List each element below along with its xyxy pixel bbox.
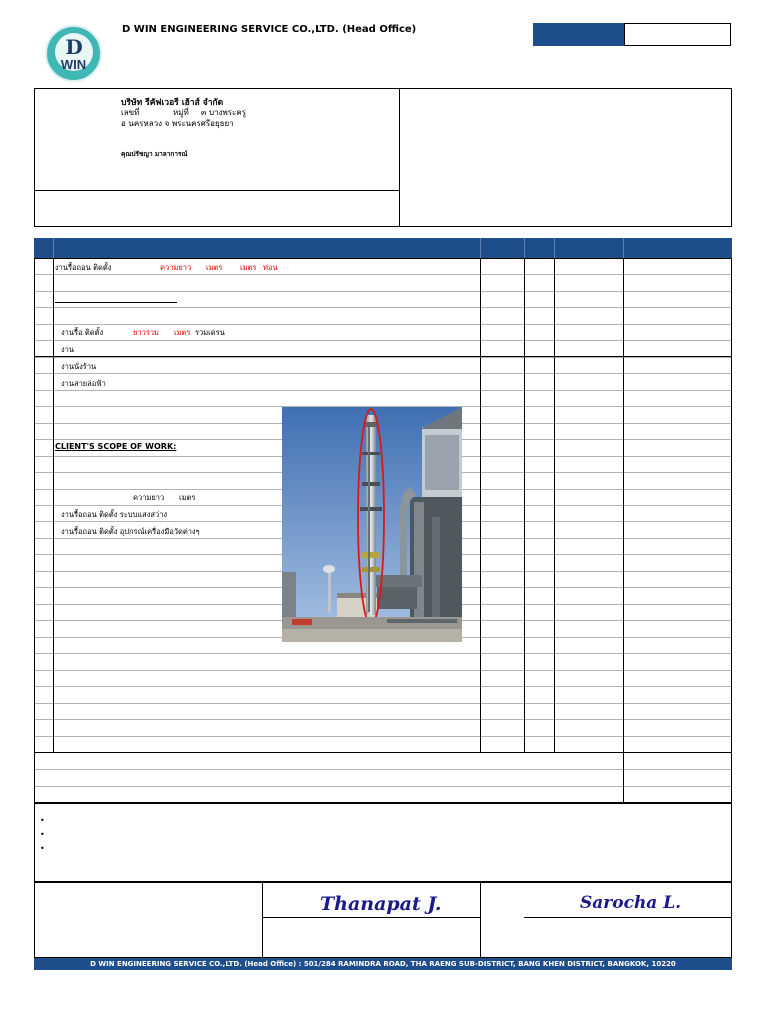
logo-letter: D [65, 35, 83, 59]
table-row-line [34, 719, 732, 720]
table-header [34, 238, 732, 258]
row-text-highlight: ยาวรวม [133, 328, 160, 337]
table-row-line [34, 307, 732, 308]
row-text: งานสายล่อฟ้า [61, 379, 106, 388]
table-column-line [34, 258, 35, 752]
table-row-line [34, 752, 732, 753]
summary-column-line [731, 752, 732, 802]
row-text: งานรื้อถอน ติดตั้ง ระบบแสงสว่าง [61, 510, 168, 519]
row-text-highlight: เมตร [206, 263, 223, 272]
row-text-highlight: เมตร [240, 263, 257, 272]
note-bullet: • [40, 816, 45, 825]
client-box-divider [399, 88, 400, 227]
summary-column-line [34, 752, 35, 802]
signature-divider [480, 882, 481, 958]
table-row-line [34, 357, 732, 358]
table-row-line [34, 324, 732, 325]
summary-column-line [623, 752, 624, 802]
table-column-line [554, 258, 555, 752]
note-bullet: • [40, 830, 45, 839]
table-row-line [34, 373, 732, 374]
table-header-divider [53, 238, 54, 258]
table-header-divider [524, 238, 525, 258]
summary-row-line [34, 769, 732, 770]
signature-sarocha: Sarocha L. [580, 893, 682, 913]
site-photo [282, 407, 462, 642]
table-row-line [34, 356, 732, 357]
table-row-line [34, 390, 732, 391]
row-text: งานรื้อ ติดตั้ง [61, 328, 104, 337]
table-row-line [34, 340, 732, 341]
logo-text: WIN [60, 57, 87, 72]
row-text-highlight: ความยาว [160, 263, 192, 272]
table-row-line [34, 258, 732, 259]
table-column-line [731, 258, 732, 752]
table-column-line [53, 258, 54, 752]
signature-thanapat: Thanapat J. [320, 893, 442, 915]
table-row-line [34, 274, 732, 275]
row-text: งานรื้อถอน ติดตั้ง [55, 263, 112, 272]
company-title: D WIN ENGINEERING SERVICE CO.,LTD. (Head Office) [122, 24, 417, 35]
signature-line [262, 917, 480, 918]
row-text: รวมเดรน [195, 328, 225, 337]
table-row-line [34, 670, 732, 671]
table-column-line [480, 258, 481, 752]
doc-number-value [624, 23, 731, 46]
row-text: เมตร [179, 493, 196, 502]
client-name: บริษัท รีคัฟเวอรี เฮ้าส์ จำกัด [121, 98, 224, 108]
row-text: งานนั่งร้าน [61, 362, 97, 371]
row-text: งาน [61, 345, 75, 354]
table-header-divider [554, 238, 555, 258]
row-text-highlight: เมตร [174, 328, 191, 337]
notes-box [34, 803, 732, 882]
client-address-moo: หมู่ที่ [173, 108, 189, 117]
table-row-line [34, 703, 732, 704]
row-text-highlight: ท่อน [263, 263, 278, 272]
table-row-line [34, 736, 732, 737]
client-scope-title: CLIENT'S SCOPE OF WORK: [55, 442, 177, 451]
doc-number-label [533, 23, 624, 46]
signature-divider [262, 882, 263, 958]
row-text: งานรื้อถอน ติดตั้ง อุปกรณ์เครื่องมือวัดต่างๆ [61, 527, 200, 536]
client-box-rule [34, 190, 399, 191]
table-row-line [34, 291, 732, 292]
table-row-line [34, 686, 732, 687]
client-address-subdistrict: ๓ บางพระครู [201, 108, 247, 117]
row-text: ความยาว [133, 493, 165, 502]
client-address-district: อ นครหลวง จ พระนครศรีอยุธยา [121, 119, 234, 128]
summary-row-line [34, 786, 732, 787]
client-address-no: เลขที่ [121, 108, 140, 117]
footer-address: D WIN ENGINEERING SERVICE CO.,LTD. (Head Office) : 501/284 RAMINDRA ROAD, THA RAENG SUB-DISTRICT, BANG KHEN DISTRICT, BANGKOK, 10220 [34, 958, 732, 970]
note-bullet: • [40, 844, 45, 853]
company-logo [45, 25, 102, 82]
table-column-line [524, 258, 525, 752]
client-contact: คุณปรัชญา มาลาการณ์ [121, 150, 188, 158]
table-header-divider [623, 238, 624, 258]
signature-line [524, 917, 732, 918]
table-column-line [623, 258, 624, 752]
table-header-divider [480, 238, 481, 258]
table-row-line [34, 653, 732, 654]
underline-rule [55, 302, 177, 303]
